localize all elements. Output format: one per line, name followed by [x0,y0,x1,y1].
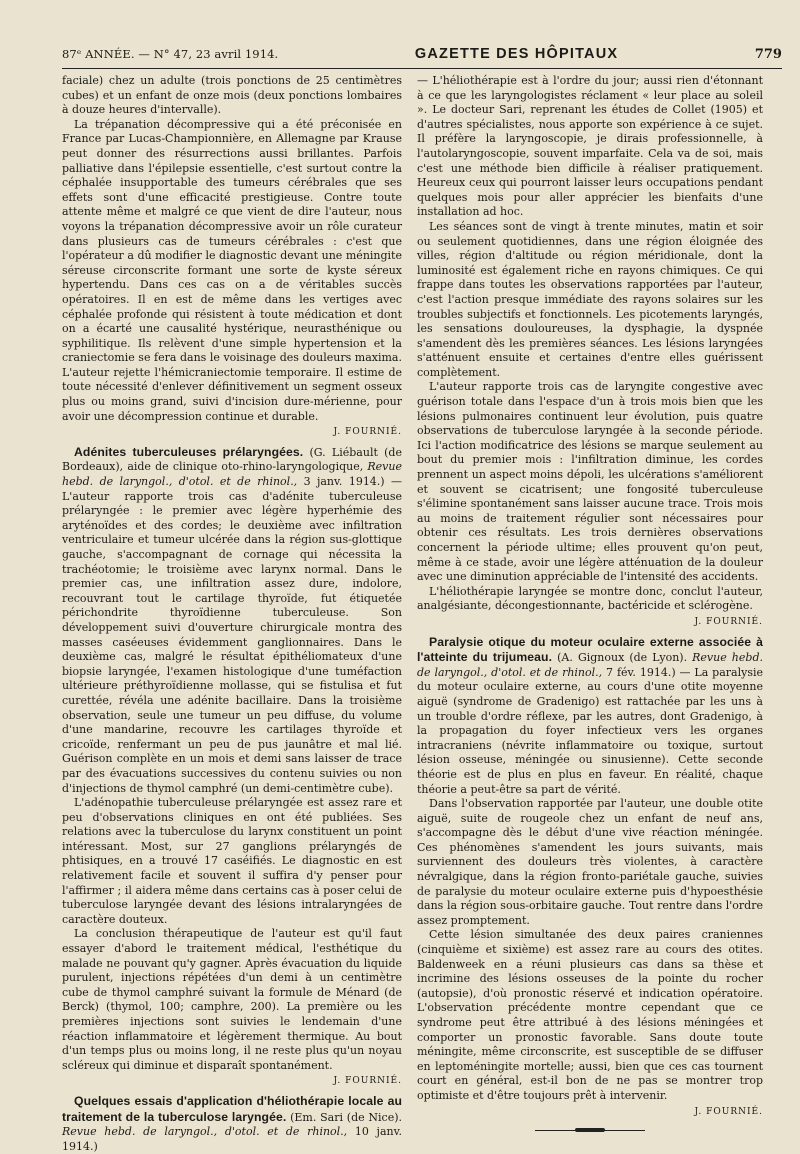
author-signature: J. FOURNIÉ. [694,1106,763,1117]
article-author: (G. Liébault (de Bordeaux), aide de clinique oto-rhino-laryngologique, [62,445,402,474]
paragraph: L'auteur rapporte trois cas de laryngite congestive avec guérison totale dans l'espace d'un à trois mois bien que les lésions pulmonaires continuent leur évolution, puis quatre observations de tuberculose laryngée à la seconde période. Ici l'action modificatrice des lésions se marque seulement au bout du premier mois : l'infiltration diminue, les cordes prennent un aspect moins dépoli, les ulcérations s'améliorent et souvent se cicatrisent; une fongosité tuberculeuse s'élimine spontanément sans laisser aucune trace. Trois mois au moins de traitement régulier sont nécessaires pour obtenir ces résultats. Les trois dernières observations concernent la période ultime; elles prouvent qu'on peut, même à ce stade, avoir une légère atténuation de la douleur avec une diminution appréciable de l'intensité des accidents. [417,380,763,584]
paragraph: faciale) chez un adulte (trois ponctions de 25 centimètres cubes) et un enfant de onze mois (deux ponctions lombaires à douze heures d'intervalle). [62,74,402,117]
article-date: 7 fév. 1914.) — [602,665,695,679]
journal-title: GAZETTE DES HÔPITAUX [414,46,619,62]
paragraph: La trépanation décompressive qui a été préconisée en France par Lucas-Championnière, en Allemagne par Krause peut donner des résurrections aussi brillantes. Parfois palliative dans l'épilepsie essentielle, c'est surtout contre la céphalée insupportable des tumeurs cérébrales que ses effets sont d'une efficacité prestigieuse. Contre toute attente même et malgré ce que vient de dire l'auteur, nous voyons la trépanation décompressive avoir un rôle curateur dans plusieurs cas de tumeurs cérébrales : c'est que l'opérateur a dû modifier le diagnostic devant une méningite séreuse circonscrite formant une sorte de kyste séreux hypertendu. Dans ces cas on a de véritables succès opératoires. Il en est de même dans les vertiges avec céphalée profonde qui résistent à toute médication et dont on a écarté une causalité hystérique, neurasthénique ou syphilitique. Ils relèvent d'une simple hypertension et la craniectomie se fera dans le voisinage des douleurs maxima. L'auteur rejette l'hémicraniectomie temporaire. Il estime de toute nécessité d'enlever définitivement un segment osseux plus ou moins grand, suivi d'incision dure-mérienne, pour avoir une décompression continue et durable. [62,117,402,423]
article-adenites [62,445,402,796]
article-heliotherapie [62,1094,402,1154]
end-ornament-rule [535,1127,645,1133]
article-text: La paralysie du moteur oculaire externe, au cours d'une otite moyenne aiguë (syndrome de Gradenigo) est rattachée par les uns à un trouble d'ordre réflexe, par les autres, dont Gradenigo, à la propagation du foyer infectieux vers les organes intracraniens (névrite inflammatoire ou toxique, surtout lésion osseuse, méningée ou sinusienne). Cette seconde théorie est de plus en plus en faveur. En réalité, chaque théorie a peut-être sa part de vérité. [417,665,763,796]
paragraph: Dans l'observation rapportée par l'auteur, une double otite aiguë, suite de rougeole chez un enfant de neuf ans, s'accompagne dès le début d'une vive réaction méningée. Ces phénomènes s'amendent les jours suivants, mais surviennent des douleurs très violentes, à caractère névralgique, dans la région fronto-pariétale gauche, suivies de paralysie du moteur oculaire externe puis d'hypoesthésie dans la région sous-orbitaire gauche. Tout rentre dans l'ordre assez promptement. [417,797,763,927]
article-paralysie [417,635,763,798]
article-author: (Em. Sari (de Nice). [286,1110,402,1124]
article-date: 10 janv. 1914.) [62,1125,402,1153]
left-column [62,74,402,1153]
article-date: 3 janv. 1914.) — [297,475,402,489]
article-title: Adénites tuberculeuses prélaryngées. [74,444,304,459]
author-signature: J. FOURNIÉ. [694,616,763,627]
article-text: L'auteur rapporte trois cas d'adénite tuberculeuse prélaryngée : le premier avec légère hyperhémie des aryténoïdes et des cordes; le deuxième avec infiltration ventriculaire et tumeur ulcérée dans la région sus-glottique gauche, s'accompagnant de cornage qui nécessita la trachéotomie; le troisième avec larynx normal. Dans le premier cas, une infiltration assez dure, indolore, recouvrant tout le cartilage thyroïde, fut étiquetée périchondrite thyroïdienne tuberculeuse. Son développement suivi d'ouverture chirurgicale montra des masses caséeuses évidemment ganglionnaires. Dans le deuxième cas, malgré le résultat épithéliomateux d'une biopsie laryngée, l'examen histologique d'une tuméfaction ultérieure préthyroïdienne mollasse, qui se fistulisa et fut curettée, révéla une adénite bacillaire. Dans la troisième observation, seule une tumeur un peu diffuse, du volume d'une mandarine, recouvre les cartilages thyroïde et cricoïde, renfermant un peu de pus jaunâtre et mal lié. Guérison complète en un mois et demi sans laisser de trace par des évacuations successives du contenu suivies ou non d'injections de thymol camphré (un demi-centimètre cube). [62,489,402,795]
paragraph: L'héliothérapie laryngée se montre donc, conclut l'auteur, analgésiante, décongestionnante, bactéricide et sclérogène. [417,584,763,613]
article-reference: Revue hebd. de laryngol., d'otol. et de rhinol., [417,651,763,679]
article-title: Paralysie otique du moteur oculaire externe associée à l'atteinte du trijumeau. [417,634,763,665]
paragraph: Les séances sont de vingt à trente minutes, matin et soir ou seulement quotidiennes, dans une région éloignée des villes, région d'altitude ou région méridionale, dont la luminosité est également riche en rayons chimiques. Ce qui frappe dans toutes les observations rapportées par l'auteur, c'est l'action presque immédiate des rayons solaires sur les troubles subjectifs et fonctionnels. Les picotements laryngés, les sensations douloureuses, la dysphagie, la dyspnée s'amendent dès les premières séances. Les lésions laryngées s'atténuent ensuite et certaines d'entre elles guérissent complètement. [417,219,763,379]
running-header [62,40,782,69]
paragraph: L'adénopathie tuberculeuse prélaryngée est assez rare et peu d'observations cliniques en ont été publiées. Ses relations avec la tuberculose du larynx constituent un point intéressant. Most, sur 27 ganglions prélaryngés de phtisiques, en a trouvé 17 caséifiés. Le diagnostic en est relativement facile et souvent il suffira d'y penser pour l'affirmer ; il aidera même dans certains cas à poser celui de tuberculose laryngée devant des lésions intralaryngées de caractère douteux. [62,796,402,926]
right-column [417,74,763,1117]
page-number: 779 [754,46,782,62]
paragraph: La conclusion thérapeutique de l'auteur est qu'il faut essayer d'abord le traitement médical, l'esthétique du malade ne pouvant qu'y gagner. Après évacuation du liquide purulent, injections répétées d'un demi à un centimètre cube de thymol camphré suivant la formule de Ménard (de Berck) (thymol, 100; camphre, 200). La première ou les premières injections sont suivies le lendemain d'une réaction inflammatoire et légèrement thermique. Au bout d'un temps plus ou moins long, il ne reste plus qu'un noyau scléreux qui diminue et disparaît spontanément. [62,927,402,1072]
article-reference: Revue hebd. de laryngol., d'otol. et de rhinol., [62,1125,348,1139]
issue-line: 87ᵉ ANNÉE. — N° 47, 23 avril 1914. [62,47,279,61]
author-signature: J. FOURNIÉ. [333,427,402,438]
author-signature: J. FOURNIÉ. [333,1076,402,1087]
article-author: (A. Gignoux (de Lyon). [552,651,693,665]
paragraph: Cette lésion simultanée des deux paires craniennes (cinquième et sixième) est assez rare au cours des otites. Baldenweek en a réuni plusieurs cas dans sa thèse et incrimine des lésions osseuses de la pointe du rocher (autopsie), d'où pronostic réservé et indication opératoire. L'observation précédente montre cependant que ce syndrome peut être attribué à des lésions méningées et comporter un pronostic favorable. Sans doute toute méningite, même circonscrite, est susceptible de se diffuser en leptoméningite mortelle; aussi, bien que ces cas tournent court en général, est-il bon de ne pas se montrer trop optimiste et d'être toujours prêt à intervenir. [417,928,763,1102]
article-title: Quelques essais d'application d'héliothérapie locale au traitement de la tuberculose laryngée. [62,1093,402,1124]
paragraph: — L'héliothérapie est à l'ordre du jour; aussi rien d'étonnant à ce que les laryngologistes réclament « leur place au soleil ». Le docteur Sari, reprenant les études de Collet (1905) et d'autres spécialistes, nous apporte son expérience à ce sujet. Il préfère la laryngoscopie, je dirais professionnelle, à l'autolaryngoscopie, souvent imparfaite. Cela va de soi, mais c'est une méthode bien difficile à réaliser pratiquement. Heureux ceux qui pourront laisser leurs occupations pendant quelques mois pour aller apprécier les bienfaits d'une installation ad hoc. [417,74,763,219]
article-reference: Revue hebd. de laryngol., d'otol. et de rhinol., [62,460,402,489]
